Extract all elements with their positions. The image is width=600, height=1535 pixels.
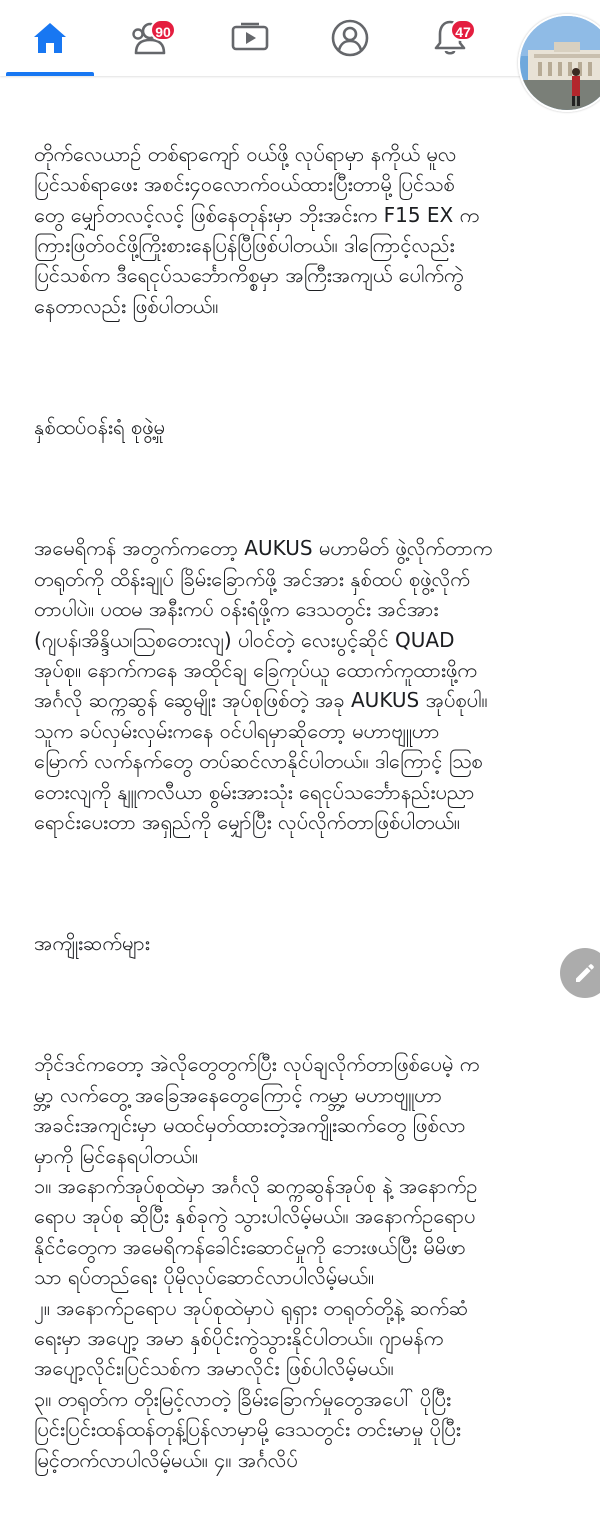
tab-notifications[interactable]	[402, 0, 498, 76]
notifications-badge: 47	[450, 19, 476, 41]
profile-photo	[520, 16, 600, 110]
friends-badge: 90	[150, 19, 176, 41]
top-navigation-bar	[0, 0, 600, 76]
tab-home[interactable]	[2, 0, 98, 76]
post-paragraph: တိုက်လေယာဥ် တစ်ရာကျော် ဝယ်ဖို့ လုပ်ရာမှာ နကိုယ် မူလ ပြင်သစ်ရာဖေး အစင်း၄၀လောက်ဝယ်ထားပြီးတာမို့ ပြင်သစ် တွေ မျှော်တလင့်လင့် ဖြစ်နေတုန်းမှာ ဘိုးအင်းက F15 EX က ကြားဖြတ်ဝင်ဖို့ကြိုးစားနေပြန်ပြီဖြစ်ပါတယ်။ ဒါကြောင့်လည်း ပြင်သစ်က ဒီရေငုပ်သင်္ဘောကိစ္စမှာ အကြီးအကျယ် ပေါက်ကွဲ နေတာလည်း ဖြစ်ပါတယ်။	[34, 141, 480, 318]
tab-friends[interactable]	[102, 0, 198, 76]
pencil-icon	[573, 961, 597, 985]
tab-profile[interactable]	[302, 0, 398, 76]
profile-icon	[331, 19, 369, 57]
tab-watch[interactable]	[202, 0, 298, 76]
post-paragraph: ဘိုင်ဒင်ကတော့ အဲလိုတွေတွက်ပြီး လုပ်ချလိုက်တာဖြစ်ပေမဲ့ က မ္ဘာ့ လက်တွေ့ အခြေအနေတွေကြောင့် ကမ္ဘာ့ မဟာဗျူဟာ အခင်းအကျင်းမှာ မထင်မှတ်ထားတဲ့အကျိုးဆက်တွေ ဖြစ်လာ မှာကို မြင်နေရပါတယ်။ ၁။ အနောက်အုပ်စုထဲမှာ အင်္ဂလို ဆက္ကဆွန်အုပ်စု နဲ့ အနောက်ဥ ရောပ အုပ်စု ဆိုပြီး နှစ်ခုကွဲ သွားပါလိမ့်မယ်။ အနောက်ဥရောပ နိုင်ငံတွေက အမေရိကန်ခေါင်းဆောင်မှုကို ဘေးဖယ်ပြီး မိမိဖာ သာ ရပ်တည်ရေး ပိုမိုလုပ်ဆောင်လာပါလိမ့်မယ်။ ၂။ အနောက်ဥရောပ အုပ်စုထဲမှာပဲ ရုရှား တရုတ်တို့နဲ့ ဆက်ဆံ ရေးမှာ အပျော့ အမာ နှစ်ပိုင်းကွဲသွားနိုင်ပါတယ်။ ဂျာမန်က အပျော့လိုင်း၊ပြင်သစ်က အမာလိုင်း ဖြစ်ပါလိမ့်မယ်။ ၃။ တရုတ်က တိုးမြင့်လာတဲ့ ခြိမ်းခြောက်မှုတွေအပေါ် ပိုပြီး ပြင်းပြင်းထန်ထန်တုန့်ပြန်လာမှာမို့ ဒေသတွင်း တင်းမာမှု ပိုပြီး မြင့်တက်လာပါလိမ့်မယ်။ ၄။ အင်္ဂလိပ်	[34, 1052, 480, 1472]
section-heading: နှစ်ထပ်ဝန်းရံ စုဖွဲ့မှု	[34, 415, 165, 440]
post-paragraph: အမေရိကန် အတွက်ကတော့ AUKUS မဟာမိတ် ဖွဲ့လိုက်တာက တရုတ်ကို ထိန်းချုပ် ခြိမ်းခြောက်ဖို့ အင်အား နှစ်ထပ် စုဖွဲ့လိုက် တာပါပဲ။ ပထမ အနီးကပ် ဝန်းရံဖို့က ဒေသတွင်း အင်အား (ဂျပန်၊အိန္ဒိယ၊ဩစတေးလျ) ပါဝင်တဲ့ လေးပွင့်ဆိုင် QUAD အုပ်စု။ နောက်ကနေ အထိုင်ချ ခြေကုပ်ယူ ထောက်ကူထားဖို့က အင်္ဂလို ဆက္ကဆွန် ဆွေမျိုး အုပ်စုဖြစ်တဲ့ အခု AUKUS အုပ်စုပါ။ သူက ခပ်လှမ်းလှမ်းကနေ ဝင်ပါရမှာဆိုတော့ မဟာဗျူဟာ မြောက် လက်နက်တွေ တပ်ဆင်လာနိုင်ပါတယ်။ ဒါကြောင့် ဩစ တေးလျကို နျူကလီယာ စွမ်းအားသုံး ရေငုပ်သင်္ဘောနည်းပညာ ရောင်းပေးတာ အရှည်ကို မျှော်ပြီး လုပ်လိုက်တာဖြစ်ပါတယ်။	[34, 536, 493, 834]
watch-icon	[231, 22, 269, 54]
section-heading: အကျိုးဆက်များ	[34, 931, 150, 956]
home-icon	[32, 21, 68, 55]
post-body	[34, 78, 574, 1535]
